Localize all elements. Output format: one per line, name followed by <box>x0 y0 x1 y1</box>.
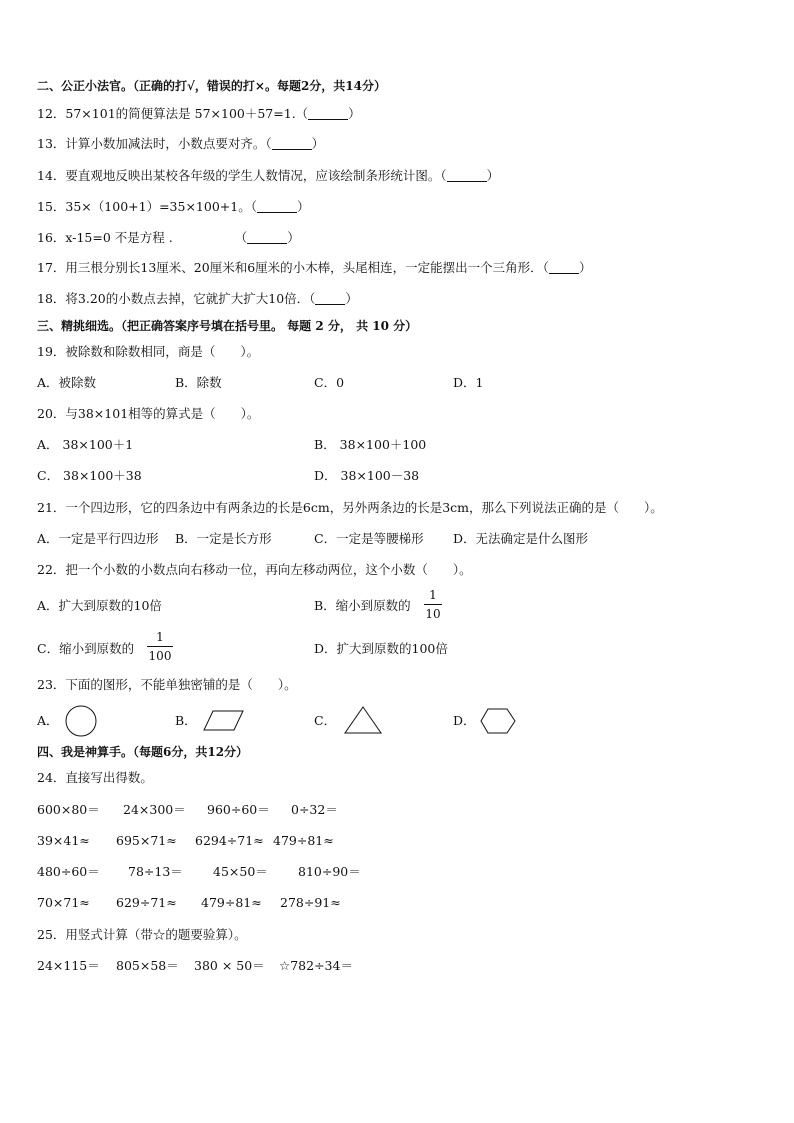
option-a[interactable]: A．扩大到原数的10倍 <box>37 598 162 613</box>
question-23-stem: 23．下面的图形，不能单独密铺的是（ ）。 <box>37 677 297 692</box>
option-a[interactable]: A． 38×100＋1 <box>37 437 134 452</box>
calc-item: 278÷91≈ <box>280 895 341 910</box>
calc-item: 45×50＝ <box>213 864 268 879</box>
answer-blank[interactable] <box>247 231 287 244</box>
calc-item: 0÷32＝ <box>291 802 338 817</box>
calc-item: 39×41≈ <box>37 833 90 848</box>
parallelogram-shape <box>203 709 245 733</box>
option-c[interactable]: C． <box>314 713 337 728</box>
option-c[interactable]: C．0 <box>314 375 345 390</box>
option-d[interactable]: D． <box>453 713 476 728</box>
option-a[interactable]: A． <box>37 713 59 728</box>
question-15: 15．35×（100+1）=35×100+1。（ ） <box>37 199 310 214</box>
option-b[interactable]: B．一定是长方形 <box>175 531 272 546</box>
calc-item: ☆782÷34＝ <box>279 958 353 973</box>
hexagon-shape <box>479 707 517 735</box>
calc-item: 600×80＝ <box>37 802 100 817</box>
calc-item: 24×300＝ <box>123 802 186 817</box>
option-d[interactable]: D．1 <box>453 375 484 390</box>
option-d[interactable]: D．无法确定是什么图形 <box>453 531 589 546</box>
answer-blank[interactable] <box>308 107 348 120</box>
answer-blank[interactable] <box>272 137 312 150</box>
option-b[interactable]: B．缩小到原数的 <box>314 598 411 613</box>
option-b[interactable]: B． 38×100＋100 <box>314 437 427 452</box>
section-4-title: 四、我是神算手。（每题6分，共12分） <box>37 745 249 759</box>
question-21-stem: 21．一个四边形，它的四条边中有两条边的长是6cm，另外两条边的长是3cm，那么下列说法正确的是（ ）。 <box>37 500 663 515</box>
calc-item: 805×58＝ <box>116 958 179 973</box>
question-number: 12． <box>37 106 66 121</box>
calc-item: 695×71≈ <box>116 833 177 848</box>
answer-blank[interactable] <box>549 261 579 274</box>
option-a[interactable]: A．被除数 <box>37 375 97 390</box>
calc-item: 960÷60＝ <box>207 802 270 817</box>
question-20-stem: 20．与38×101相等的算式是（ ）。 <box>37 406 260 421</box>
option-d[interactable]: D．扩大到原数的100倍 <box>314 641 448 656</box>
section-3-title: 三、精挑细选。（把正确答案序号填在括号里。 每题 2 分， 共 10 分） <box>37 319 418 333</box>
option-c[interactable]: C．缩小到原数的 <box>37 641 135 656</box>
question-17: 17．用三根分别长13厘米、20厘米和6厘米的小木棒，头尾相连，一定能摆出一个三角形．（ ） <box>37 260 592 275</box>
option-b[interactable]: B．除数 <box>175 375 222 390</box>
calc-item: 480÷60＝ <box>37 864 100 879</box>
calc-item: 810÷90＝ <box>298 864 361 879</box>
circle-shape <box>64 705 98 737</box>
calc-item: 479÷81≈ <box>201 895 262 910</box>
option-d[interactable]: D． 38×100－38 <box>314 468 420 483</box>
calc-item: 78÷13＝ <box>128 864 183 879</box>
question-22-stem: 22．把一个小数的小数点向右移动一位，再向左移动两位，这个小数（ ）。 <box>37 562 472 577</box>
question-16: 16．x-15=0 不是方程 . （ ） <box>37 230 300 245</box>
question-14: 14．要直观地反映出某校各年级的学生人数情况，应该绘制条形统计图。（ ） <box>37 168 500 183</box>
question-19-stem: 19．被除数和除数相同，商是（ ）。 <box>37 344 260 359</box>
question-13: 13．计算小数加减法时，小数点要对齐。（ ） <box>37 136 325 151</box>
answer-blank[interactable] <box>315 292 345 305</box>
answer-blank[interactable] <box>257 200 297 213</box>
question-24-stem: 24．直接写出得数。 <box>37 770 153 785</box>
calc-item: 479÷81≈ <box>273 833 334 848</box>
fraction-one-hundredth: 1 100 <box>148 630 172 663</box>
calc-item: 24×115＝ <box>37 958 100 973</box>
question-18: 18．将3.20的小数点去掉，它就扩大扩大10倍．（ ） <box>37 291 358 306</box>
answer-blank[interactable] <box>447 169 487 182</box>
option-c[interactable]: C．一定是等腰梯形 <box>314 531 424 546</box>
option-c[interactable]: C． 38×100＋38 <box>37 468 142 483</box>
calc-item: 6294÷71≈ <box>195 833 264 848</box>
calc-item: 380 × 50＝ <box>194 958 265 973</box>
option-b[interactable]: B． <box>175 713 197 728</box>
question-25-stem: 25．用竖式计算（带☆的题要验算）。 <box>37 927 247 942</box>
question-12: 12．57×101的简便算法是 57×100＋57=1.（ ） <box>37 106 361 121</box>
question-text: 57×101的简便算法是 57×100＋57=1.（ <box>65 106 309 121</box>
option-a[interactable]: A．一定是平行四边形 <box>37 531 159 546</box>
section-2-title: 二、公正小法官。（正确的打√，错误的打×。每题2分，共14分） <box>37 79 386 93</box>
calc-item: 70×71≈ <box>37 895 90 910</box>
calc-item: 629÷71≈ <box>116 895 177 910</box>
triangle-shape <box>343 705 383 737</box>
fraction-one-tenth: 1 10 <box>425 588 441 621</box>
